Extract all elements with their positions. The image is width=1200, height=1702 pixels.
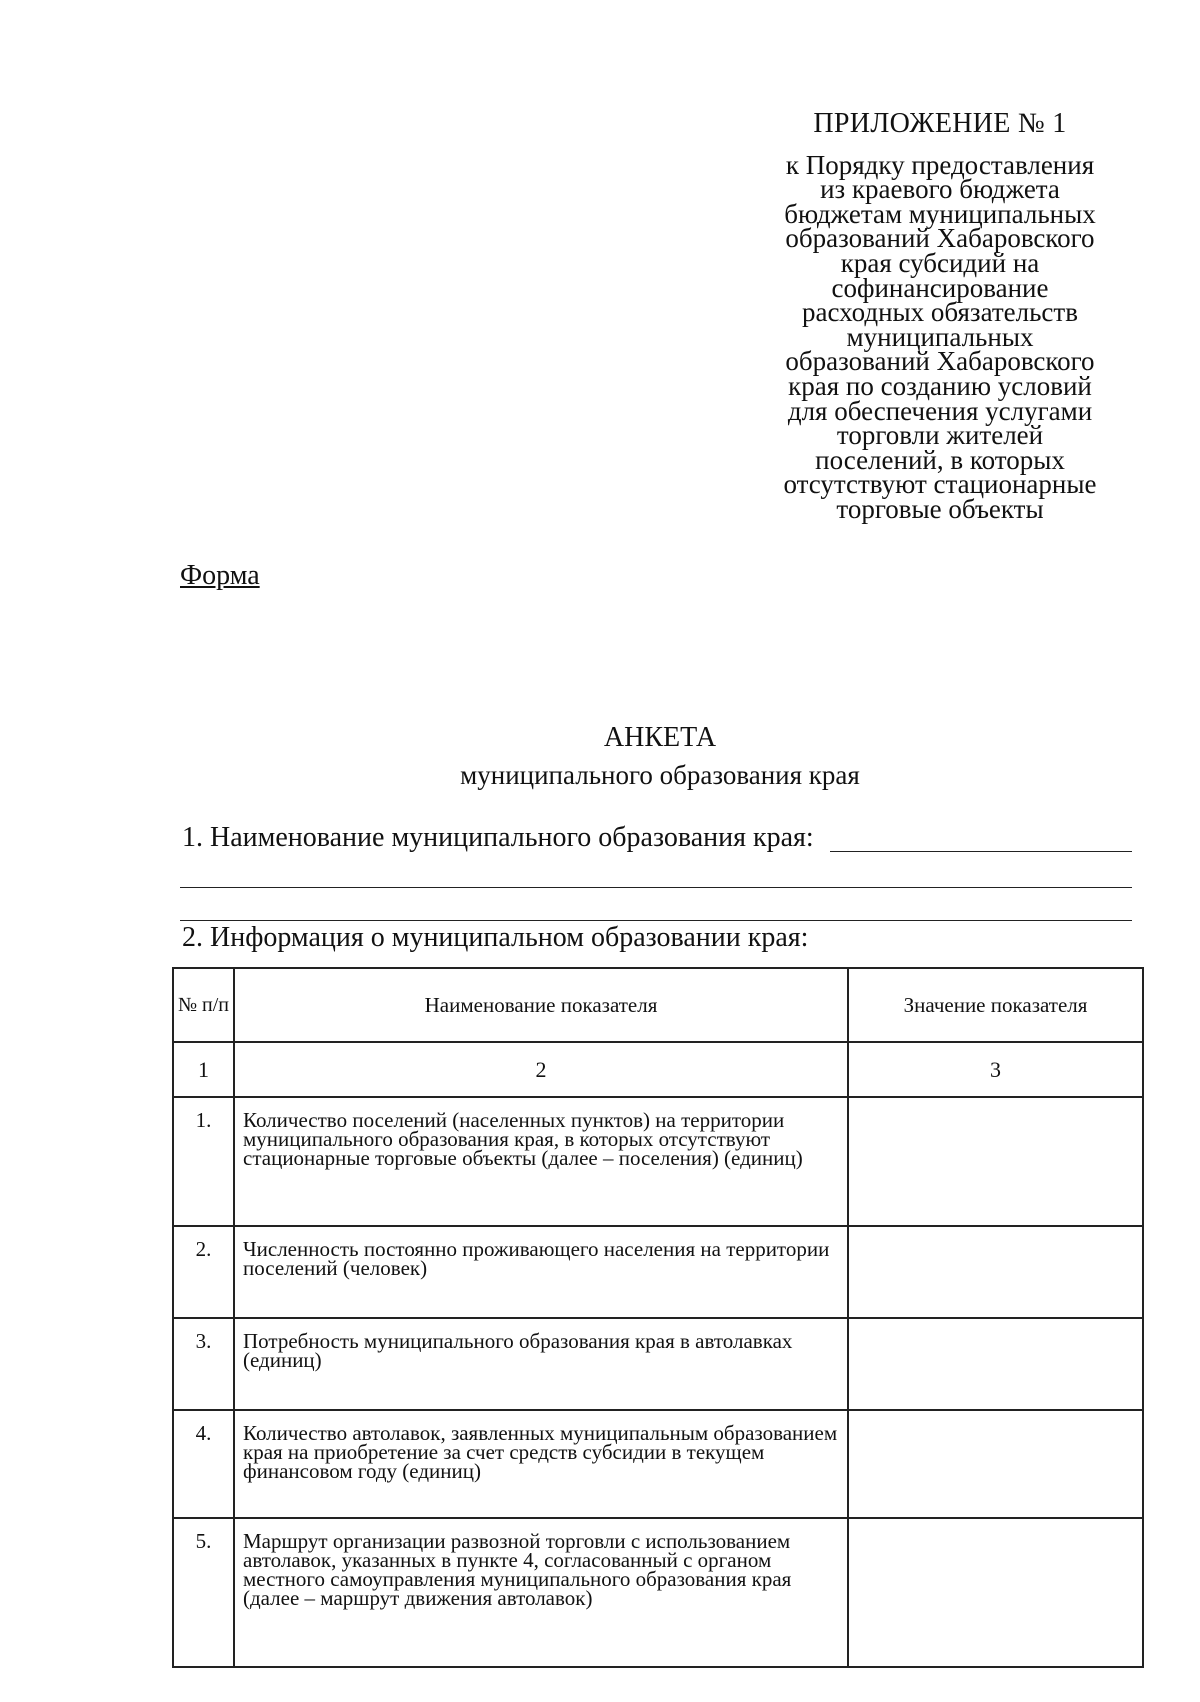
appendix-line: торговли жителей [836,420,1044,451]
table-row [173,1318,1143,1410]
document-subtitle: муниципального образования края [460,760,860,790]
appendix-text [740,149,1140,524]
appendix-line: из краевого бюджета [820,174,1060,205]
header-num: № п/п [173,968,234,1042]
appendix-line: образований Хабаровского [785,346,1095,377]
appendix-line: края субсидий на [840,247,1040,278]
appendix-line: бюджетам муниципальных [784,198,1096,229]
row-indicator-name: Количество поселений (населенных пунктов) на территории муниципального образования края, в которых отсутствуют стационарные торговые объекты (далее – поселения) (единиц) [234,1097,848,1226]
table-header-row [173,968,1143,1042]
row-indicator-name: Маршрут организации развозной торговли с использованием автолавок, указанных в пункте 4, согласованный с органом местного самоуправления муниципального образования края (далее – маршрут движения автолавок) [234,1518,848,1667]
item-1-blank-line[interactable] [180,920,1132,921]
item-1-fill-line[interactable] [830,851,1132,852]
appendix-line: муниципальных [846,321,1034,352]
row-value-cell[interactable] [848,1318,1143,1410]
column-number-row [173,1042,1143,1097]
appendix-header [740,108,1140,524]
row-value-cell[interactable] [848,1410,1143,1518]
appendix-line: для обеспечения услугами [787,395,1093,426]
info-table [172,967,1144,1668]
appendix-title: ПРИЛОЖЕНИЕ № 1 [813,108,1067,139]
row-indicator-name: Численность постоянно проживающего населения на территории поселений (человек) [234,1226,848,1318]
row-number: 3. [173,1318,234,1410]
table-row [173,1097,1143,1226]
column-number: 3 [848,1042,1143,1097]
item-1-blank-line[interactable] [180,887,1132,888]
form-label: Форма [180,560,260,591]
row-number: 4. [173,1410,234,1518]
row-number: 1. [173,1097,234,1226]
row-value-cell[interactable] [848,1518,1143,1667]
column-number: 1 [173,1042,234,1097]
table-row [173,1410,1143,1518]
appendix-line: софинансирование [831,272,1049,303]
appendix-line: образований Хабаровского [785,223,1095,254]
appendix-line: поселений, в которых [815,444,1065,475]
header-name: Наименование показателя [234,968,848,1042]
appendix-line: торговые объекты [836,493,1044,524]
row-number: 5. [173,1518,234,1667]
document-title: АНКЕТА [603,722,717,753]
item-2-label: 2. Информация о муниципальном образовании края: [182,922,809,953]
appendix-line: к Порядку предоставления [785,149,1095,180]
column-number: 2 [234,1042,848,1097]
row-value-cell[interactable] [848,1097,1143,1226]
row-value-cell[interactable] [848,1226,1143,1318]
row-number: 2. [173,1226,234,1318]
appendix-line: отсутствуют стационарные [783,469,1097,500]
item-1-label: 1. Наименование муниципального образования края: [182,822,814,853]
appendix-line: расходных обязательств [802,297,1078,328]
row-indicator-name: Количество автолавок, заявленных муниципальным образованием края на приобретение за счет средств субсидии в текущем финансовом году (единиц) [234,1410,848,1518]
table-row [173,1226,1143,1318]
appendix-line: края по созданию условий [788,370,1092,401]
table-row [173,1518,1143,1667]
row-indicator-name: Потребность муниципального образования края в автолавках (единиц) [234,1318,848,1410]
header-value: Значение показателя [848,968,1143,1042]
